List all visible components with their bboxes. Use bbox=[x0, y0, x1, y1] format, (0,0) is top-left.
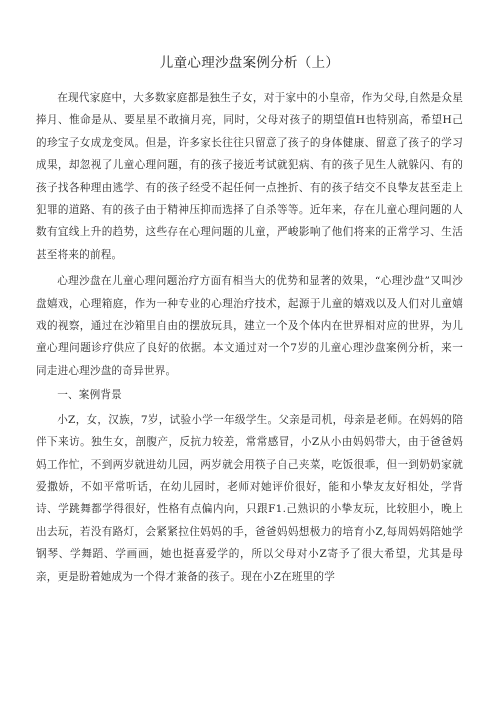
intro-paragraph: 在现代家庭中，大多数家庭都是独生子女，对于家中的小皇帝，作为父母,自然是众星捧月、惟命是从、要星星不敢摘月亮，同时，父母对孩子的期望值H也特别高，希望H己的珍宝子女成龙变凤。但是，许多家长往往只留意了孩子的身体健康、留意了孩子的学习成果，却忽视了儿童心理问题，有的孩子接近考试就犯病、有的孩子见生人就躲闪、有的孩子找各种理由逃学、有的孩子经受不起任何一点挫折、有的孩子结交不良挚友甚至走上犯罪的道路、有的孩子由于精神压抑而选择了自杀等等。近年来，存在儿童心理问题的人数有宜线上升的趋势，这些存在心理问题的儿童，严峻影响了他们将来的正常学习、生活甚至将来的前程。 bbox=[36, 92, 463, 261]
document-title: 儿童心理沙盘案例分析（上） bbox=[159, 55, 340, 71]
section-heading: 一、案例背景 bbox=[57, 389, 122, 402]
sandplay-paragraph: 心理沙盘在儿童心理问题治疗方面有相当大的优势和显著的效果，“心理沙盘”又叫沙盘嬉戏，心理箱庭，作为一种专业的心理治疗技术，起源于儿童的嬉戏以及人们对儿童嬉戏的视察，通过在沙箱里自由的摆放玩具，建立一个及个体内在世界相对应的世界，为儿童心理问题诊疗供应了良好的依据。本文通过对一个7岁的儿童心理沙盘案例分析，来一同走进心理沙盘的奇异世界。 bbox=[36, 275, 463, 377]
case-background-paragraph: 小Z，女，汉族，7岁，试验小学一年级学生。父亲是司机，母亲是老师。在妈妈的陪伴下来访。独生女，剖腹产，反抗力较差，常常感冒，小Z从小由妈妈带大，由于爸爸妈妈工作忙，不到两岁就进幼儿园，两岁就会用筷子自己夹菜，吃饭很乖，但一到奶奶家就爱撒娇，不如平常听话，在幼儿园时，老师对她评价很好，能和小挚友友好相处，学背诗、学跳舞都学得很好，性格有点偏内向，只跟F1.己熟识的小挚友玩，比较胆小，晚上出去玩，若没有路灯，会紧紧拉住妈妈的手，爸爸妈妈想极力的培育小Z,每周妈妈陪她学钢琴、学舞蹈、学画画，她也挺喜爱学的，所以父母对小Z寄予了很大希望，尤其是母亲，更是盼着她成为一个得才兼备的孩子。现在小Z在班里的学 bbox=[36, 413, 463, 583]
